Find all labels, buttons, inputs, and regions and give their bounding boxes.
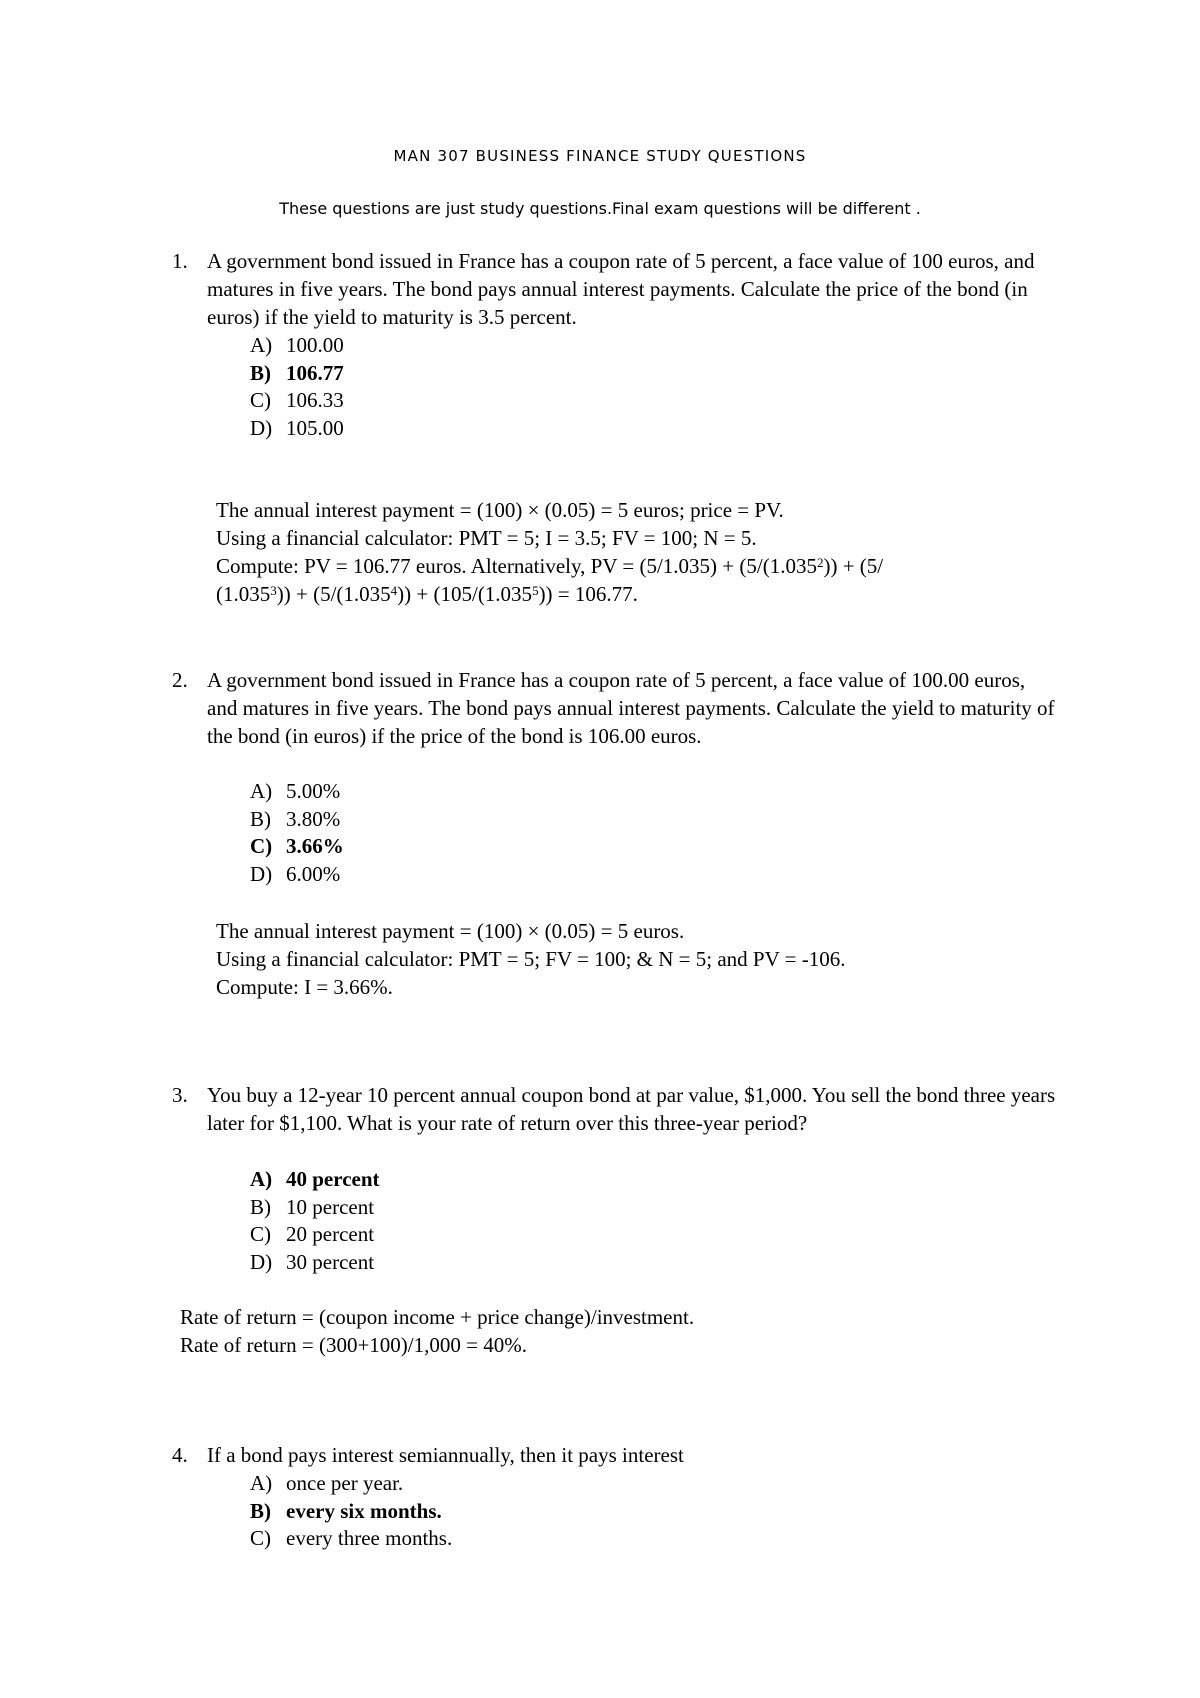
option bbox=[250, 415, 344, 443]
question-1-solution bbox=[216, 496, 1116, 608]
option-text: once per year. bbox=[286, 1471, 404, 1495]
option-text: 3.66% bbox=[286, 834, 344, 858]
option bbox=[250, 1470, 452, 1498]
question-2-text: A government bond issued in France has a coupon rate of 5 percent, a face value of 100.00 euros, and matures in five years. The bond pays annual interest payments. Calculate the yield to maturity of the bond (in euros) if the price of the bond is 106.00 euros. bbox=[207, 668, 1055, 748]
option bbox=[250, 806, 344, 834]
option-label: B) bbox=[250, 806, 271, 831]
option-label: C) bbox=[250, 388, 271, 412]
question-4-text: If a bond pays interest semiannually, then it pays interest bbox=[207, 1443, 684, 1467]
option bbox=[250, 1194, 380, 1222]
question-2-number: 2. bbox=[172, 668, 188, 692]
solution-line: The annual interest payment = (100) × (0.05) = 5 euros. bbox=[216, 919, 685, 943]
option-text: 106.33 bbox=[286, 388, 344, 412]
option-text: every three months. bbox=[286, 1526, 453, 1550]
option bbox=[250, 332, 344, 360]
option-text: every six months. bbox=[286, 1498, 442, 1523]
solution-line: Using a financial calculator: PMT = 5; FV = 100; & N = 5; and PV = -106. bbox=[216, 947, 846, 971]
option-label: A) bbox=[250, 1167, 273, 1191]
option-label: B) bbox=[250, 1498, 271, 1523]
solution-line: Rate of return = (300+100)/1,000 = 40%. bbox=[180, 1333, 527, 1357]
question-2-solution bbox=[216, 917, 1116, 1001]
option-label: C) bbox=[250, 1526, 271, 1550]
option-text: 100.00 bbox=[286, 333, 344, 357]
option-label: D) bbox=[250, 415, 273, 440]
option bbox=[250, 778, 344, 806]
option-text: 40 percent bbox=[286, 1167, 380, 1191]
option bbox=[250, 1221, 380, 1249]
question-2-options bbox=[250, 778, 344, 888]
correct-option bbox=[250, 1166, 380, 1194]
solution-line: The annual interest payment = (100) × (0.05) = 5 euros; price = PV. bbox=[216, 498, 784, 522]
question-1-number: 1. bbox=[172, 249, 188, 273]
option bbox=[250, 1525, 452, 1553]
option-label: B) bbox=[250, 360, 271, 385]
option-label: C) bbox=[250, 834, 273, 858]
solution-line: Compute: I = 3.66%. bbox=[216, 975, 393, 999]
option-label: A) bbox=[250, 1471, 273, 1495]
option-text: 106.77 bbox=[286, 360, 344, 385]
question-3-text: You buy a 12-year 10 percent annual coupon bond at par value, $1,000. You sell the bond three years later for $1,100. What is your rate of return over this three-year period? bbox=[207, 1083, 1056, 1135]
question-1-options bbox=[250, 332, 344, 442]
option-text: 6.00% bbox=[286, 861, 341, 886]
option-label: D) bbox=[250, 861, 273, 886]
option-text: 20 percent bbox=[286, 1222, 375, 1246]
option-text: 10 percent bbox=[286, 1194, 375, 1219]
question-3-number: 3. bbox=[172, 1083, 188, 1107]
question-4-options bbox=[250, 1470, 452, 1553]
correct-option bbox=[250, 1498, 452, 1526]
question-3-options bbox=[250, 1166, 380, 1276]
document-title: MAN 307 BUSINESS FINANCE STUDY QUESTIONS bbox=[393, 147, 807, 165]
question-1-text: A government bond issued in France has a coupon rate of 5 percent, a face value of 100 euros, and matures in five years. The bond pays annual interest payments. Calculate the price of the bond (in euros) if the yield to maturity is 3.5 percent. bbox=[207, 249, 1035, 329]
solution-line: Compute: PV = 106.77 euros. Alternatively, PV = $(5/1.035) + (5/(1.035^2)) + (5/$ bbox=[216, 554, 884, 578]
correct-option bbox=[250, 360, 344, 388]
document-note: These questions are just study questions.Final exam questions will be different . bbox=[279, 199, 921, 218]
option bbox=[250, 1249, 380, 1277]
solution-line: $(1.035^3)) + (5/(1.035^4)) + (105/(1.035^5)) = 106.77$. bbox=[216, 582, 638, 606]
option-label: B) bbox=[250, 1194, 271, 1219]
option bbox=[250, 387, 344, 415]
option-label: C) bbox=[250, 1222, 271, 1246]
question-4-number: 4. bbox=[172, 1443, 188, 1467]
option-label: A) bbox=[250, 333, 273, 357]
solution-line: Using a financial calculator: PMT = 5; I = 3.5; FV = 100; N = 5. bbox=[216, 526, 757, 550]
question-3-solution bbox=[180, 1303, 1080, 1359]
option-label: D) bbox=[250, 1249, 273, 1274]
solution-line: Rate of return = (coupon income + price change)/investment. bbox=[180, 1305, 695, 1329]
correct-option bbox=[250, 833, 344, 861]
option-text: 3.80% bbox=[286, 806, 341, 831]
option-text: 105.00 bbox=[286, 415, 344, 440]
option-label: A) bbox=[250, 779, 273, 803]
option-text: 30 percent bbox=[286, 1249, 375, 1274]
option bbox=[250, 861, 344, 889]
option-text: 5.00% bbox=[286, 779, 341, 803]
